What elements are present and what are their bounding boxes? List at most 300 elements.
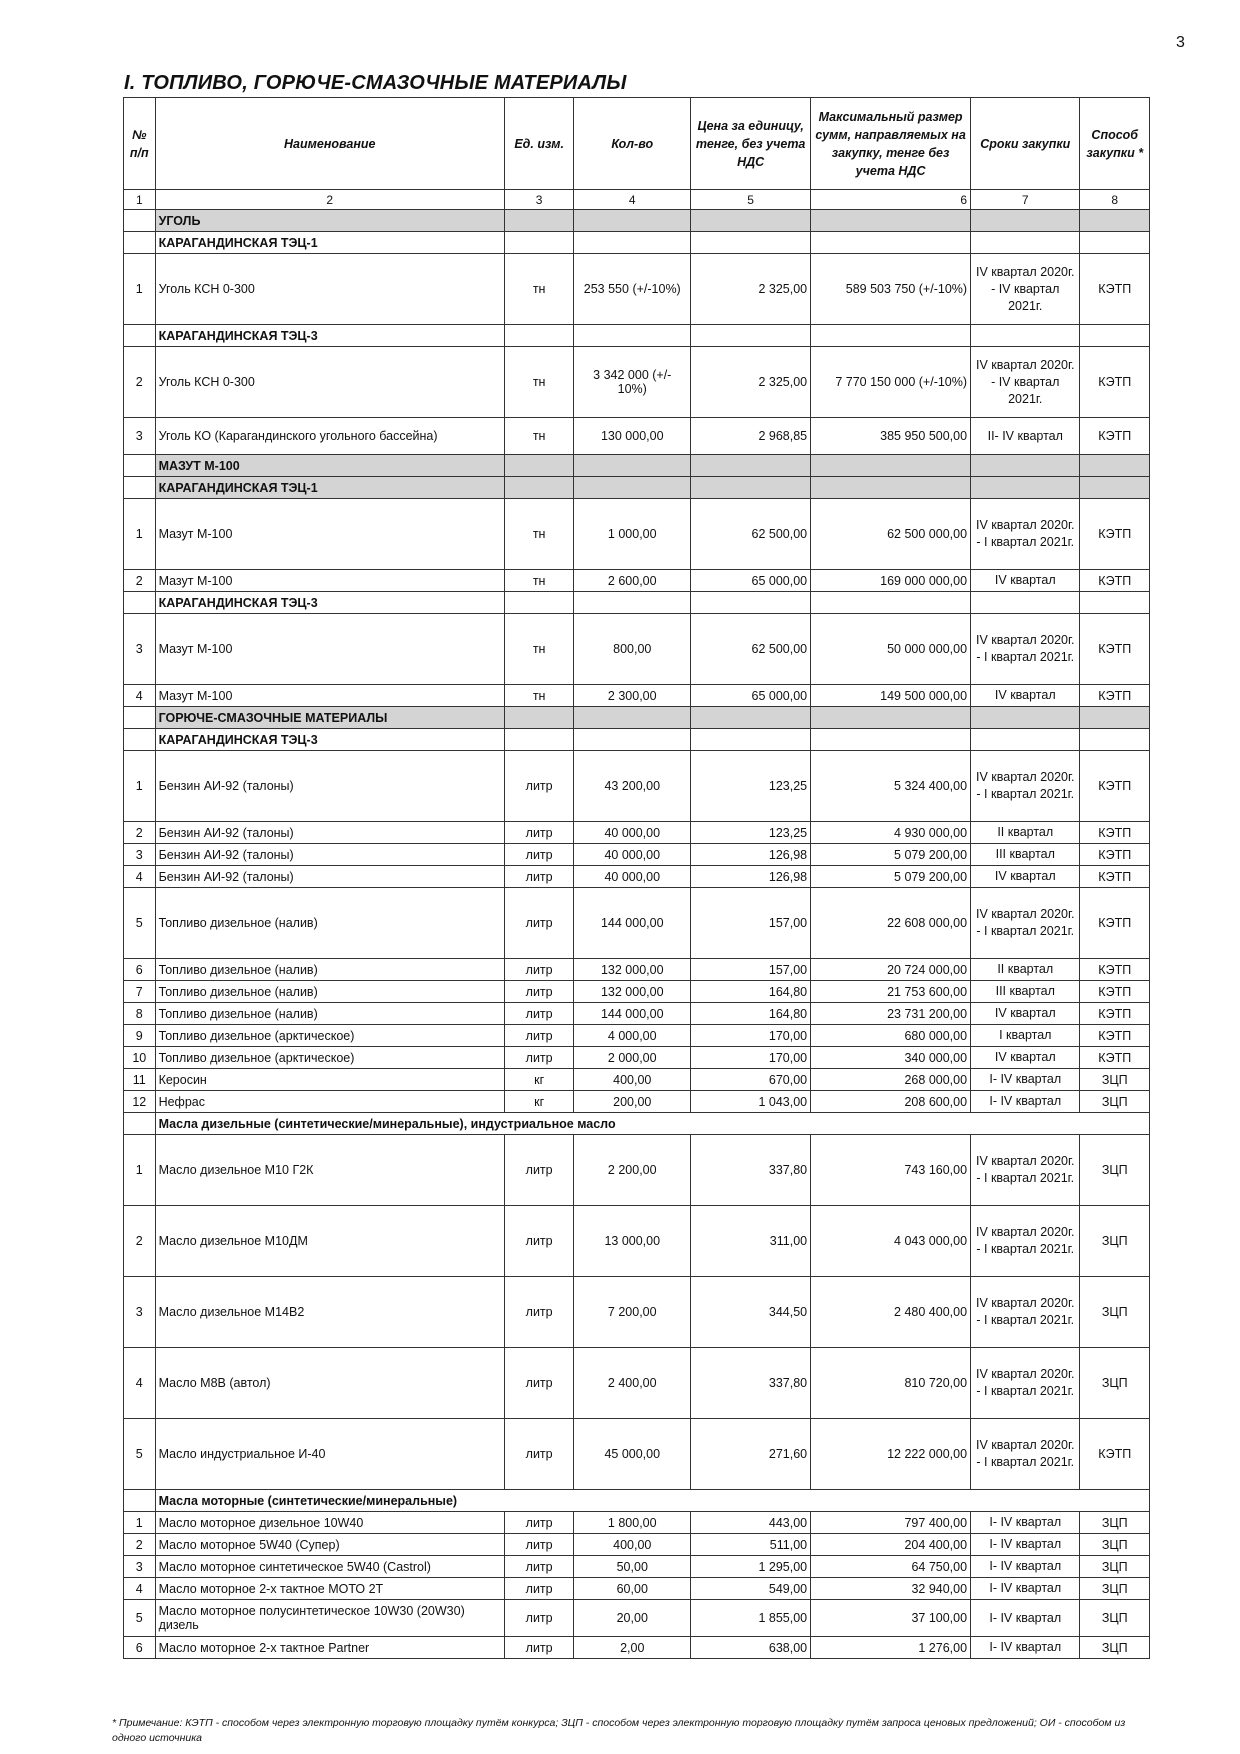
table-row: [124, 499, 1150, 570]
item-period: IV квартал: [971, 570, 1080, 592]
empty-cell: [691, 729, 811, 751]
item-unit: литр: [504, 1419, 573, 1490]
item-method: КЭТП: [1080, 347, 1150, 418]
table-row: [124, 1419, 1150, 1490]
table-row: [124, 981, 1150, 1003]
item-name: Нефрас: [155, 1091, 504, 1113]
column-number: 6: [811, 190, 971, 210]
item-name: Масло моторное полусинтетическое 10W30 (20W30) дизель: [155, 1600, 504, 1637]
item-sum: 21 753 600,00: [811, 981, 971, 1003]
empty-cell: [124, 592, 156, 614]
item-unit: литр: [504, 1277, 573, 1348]
subsection-row: [124, 592, 1150, 614]
item-price: 337,80: [691, 1135, 811, 1206]
item-period: IV квартал 2020г. - IV квартал 2021г.: [971, 347, 1080, 418]
item-sum: 149 500 000,00: [811, 685, 971, 707]
row-number: 2: [124, 1534, 156, 1556]
item-unit: литр: [504, 959, 573, 981]
column-header: Максимальный размер сумм, направляемых на закупку, тенге без учета НДС: [811, 98, 971, 190]
empty-cell: [574, 232, 691, 254]
item-quantity: 60,00: [574, 1578, 691, 1600]
row-number: 2: [124, 1206, 156, 1277]
item-sum: 7 770 150 000 (+/-10%): [811, 347, 971, 418]
item-sum: 1 276,00: [811, 1637, 971, 1659]
item-sum: 268 000,00: [811, 1069, 971, 1091]
item-sum: 589 503 750 (+/-10%): [811, 254, 971, 325]
item-price: 638,00: [691, 1637, 811, 1659]
item-name: Масло М8В (автол): [155, 1348, 504, 1419]
empty-cell: [504, 707, 573, 729]
table-row: [124, 1556, 1150, 1578]
item-period: III квартал: [971, 981, 1080, 1003]
item-quantity: 40 000,00: [574, 866, 691, 888]
item-price: 511,00: [691, 1534, 811, 1556]
item-unit: тн: [504, 418, 573, 455]
item-sum: 4 930 000,00: [811, 822, 971, 844]
item-sum: 32 940,00: [811, 1578, 971, 1600]
item-quantity: 200,00: [574, 1091, 691, 1113]
item-period: III квартал: [971, 844, 1080, 866]
item-quantity: 3 342 000 (+/- 10%): [574, 347, 691, 418]
item-name: Бензин АИ-92 (талоны): [155, 866, 504, 888]
row-number: 3: [124, 418, 156, 455]
item-sum: 169 000 000,00: [811, 570, 971, 592]
subsection-row: [124, 232, 1150, 254]
item-unit: кг: [504, 1069, 573, 1091]
item-unit: кг: [504, 1091, 573, 1113]
row-number: 2: [124, 570, 156, 592]
table-row: [124, 1069, 1150, 1091]
table-row: [124, 347, 1150, 418]
item-price: 62 500,00: [691, 614, 811, 685]
item-method: ЗЦП: [1080, 1600, 1150, 1637]
row-number: 4: [124, 685, 156, 707]
item-unit: литр: [504, 1556, 573, 1578]
empty-cell: [811, 707, 971, 729]
item-method: КЭТП: [1080, 844, 1150, 866]
section-row: [124, 707, 1150, 729]
item-unit: литр: [504, 1534, 573, 1556]
column-number: 2: [155, 190, 504, 210]
item-period: IV квартал: [971, 866, 1080, 888]
item-quantity: 1 000,00: [574, 499, 691, 570]
item-price: 344,50: [691, 1277, 811, 1348]
table-row: [124, 866, 1150, 888]
item-name: Масло индустриальное И-40: [155, 1419, 504, 1490]
item-price: 337,80: [691, 1348, 811, 1419]
empty-cell: [971, 455, 1080, 477]
column-number: 5: [691, 190, 811, 210]
item-quantity: 20,00: [574, 1600, 691, 1637]
item-quantity: 144 000,00: [574, 1003, 691, 1025]
empty-cell: [811, 592, 971, 614]
item-method: ЗЦП: [1080, 1277, 1150, 1348]
item-unit: литр: [504, 1206, 573, 1277]
table-row: [124, 822, 1150, 844]
empty-cell: [1080, 592, 1150, 614]
empty-cell: [811, 210, 971, 232]
subsection-title: КАРАГАНДИНСКАЯ ТЭЦ-3: [155, 729, 504, 751]
item-sum: 62 500 000,00: [811, 499, 971, 570]
item-method: КЭТП: [1080, 959, 1150, 981]
item-price: 65 000,00: [691, 570, 811, 592]
item-price: 126,98: [691, 844, 811, 866]
item-price: 670,00: [691, 1069, 811, 1091]
item-method: КЭТП: [1080, 822, 1150, 844]
empty-cell: [971, 325, 1080, 347]
item-method: ЗЦП: [1080, 1512, 1150, 1534]
item-name: Топливо дизельное (налив): [155, 1003, 504, 1025]
row-number: 1: [124, 254, 156, 325]
item-sum: 37 100,00: [811, 1600, 971, 1637]
page-title: I. ТОПЛИВО, ГОРЮЧЕ-СМАЗОЧНЫЕ МАТЕРИАЛЫ: [124, 72, 627, 94]
subsection-title: КАРАГАНДИНСКАЯ ТЭЦ-1: [155, 477, 504, 499]
group-row: [124, 1490, 1150, 1512]
item-period: IV квартал 2020г. - I квартал 2021г.: [971, 888, 1080, 959]
item-quantity: 2 400,00: [574, 1348, 691, 1419]
table-row: [124, 570, 1150, 592]
item-method: ЗЦП: [1080, 1091, 1150, 1113]
item-sum: 4 043 000,00: [811, 1206, 971, 1277]
empty-cell: [811, 477, 971, 499]
item-name: Масло моторное 2-х тактное Partner: [155, 1637, 504, 1659]
table-row: [124, 1348, 1150, 1419]
item-quantity: 40 000,00: [574, 844, 691, 866]
item-unit: литр: [504, 866, 573, 888]
empty-cell: [124, 729, 156, 751]
item-quantity: 2 600,00: [574, 570, 691, 592]
row-number: 3: [124, 1277, 156, 1348]
item-sum: 5 079 200,00: [811, 844, 971, 866]
subsection-row: [124, 325, 1150, 347]
item-name: Мазут М-100: [155, 570, 504, 592]
row-number: 1: [124, 751, 156, 822]
item-method: КЭТП: [1080, 1003, 1150, 1025]
empty-cell: [124, 325, 156, 347]
table-row: [124, 1025, 1150, 1047]
empty-cell: [1080, 232, 1150, 254]
empty-cell: [811, 455, 971, 477]
empty-cell: [691, 707, 811, 729]
item-quantity: 132 000,00: [574, 959, 691, 981]
item-name: Бензин АИ-92 (талоны): [155, 822, 504, 844]
item-period: I- IV квартал: [971, 1069, 1080, 1091]
row-number: 9: [124, 1025, 156, 1047]
table-row: [124, 1600, 1150, 1637]
empty-cell: [504, 729, 573, 751]
table-row: [124, 1206, 1150, 1277]
item-sum: 810 720,00: [811, 1348, 971, 1419]
item-sum: 12 222 000,00: [811, 1419, 971, 1490]
subsection-title: КАРАГАНДИНСКАЯ ТЭЦ-3: [155, 325, 504, 347]
item-price: 1 043,00: [691, 1091, 811, 1113]
item-price: 2 968,85: [691, 418, 811, 455]
item-period: IV квартал 2020г. - I квартал 2021г.: [971, 1277, 1080, 1348]
item-name: Масло дизельное М14В2: [155, 1277, 504, 1348]
empty-cell: [1080, 477, 1150, 499]
item-price: 126,98: [691, 866, 811, 888]
table-row: [124, 751, 1150, 822]
item-period: IV квартал 2020г. - I квартал 2021г.: [971, 1419, 1080, 1490]
item-sum: 50 000 000,00: [811, 614, 971, 685]
item-sum: 5 324 400,00: [811, 751, 971, 822]
item-unit: литр: [504, 822, 573, 844]
item-sum: 20 724 000,00: [811, 959, 971, 981]
empty-cell: [504, 477, 573, 499]
empty-cell: [1080, 729, 1150, 751]
empty-cell: [124, 1113, 156, 1135]
item-name: Уголь КСН 0-300: [155, 347, 504, 418]
row-number: 8: [124, 1003, 156, 1025]
empty-cell: [811, 232, 971, 254]
item-sum: 385 950 500,00: [811, 418, 971, 455]
table-row: [124, 614, 1150, 685]
item-price: 311,00: [691, 1206, 811, 1277]
column-header: Наименование: [155, 98, 504, 190]
table-row: [124, 1135, 1150, 1206]
row-number: 12: [124, 1091, 156, 1113]
section-row: [124, 455, 1150, 477]
empty-cell: [971, 592, 1080, 614]
table-row: [124, 1091, 1150, 1113]
item-period: I квартал: [971, 1025, 1080, 1047]
empty-cell: [124, 1490, 156, 1512]
item-price: 62 500,00: [691, 499, 811, 570]
item-method: ЗЦП: [1080, 1637, 1150, 1659]
item-name: Топливо дизельное (налив): [155, 981, 504, 1003]
table-row: [124, 685, 1150, 707]
item-sum: 64 750,00: [811, 1556, 971, 1578]
column-header: Кол-во: [574, 98, 691, 190]
item-name: Бензин АИ-92 (талоны): [155, 844, 504, 866]
table-row: [124, 1047, 1150, 1069]
item-period: II квартал: [971, 959, 1080, 981]
item-unit: литр: [504, 1637, 573, 1659]
item-method: КЭТП: [1080, 685, 1150, 707]
table-row: [124, 1277, 1150, 1348]
item-method: КЭТП: [1080, 570, 1150, 592]
item-period: IV квартал: [971, 685, 1080, 707]
item-name: Мазут М-100: [155, 499, 504, 570]
item-name: Масло моторное дизельное 10W40: [155, 1512, 504, 1534]
table-row: [124, 418, 1150, 455]
empty-cell: [124, 210, 156, 232]
empty-cell: [504, 592, 573, 614]
column-header: Ед. изм.: [504, 98, 573, 190]
section-row: [124, 210, 1150, 232]
item-sum: 680 000,00: [811, 1025, 971, 1047]
empty-cell: [124, 707, 156, 729]
table-row: [124, 1512, 1150, 1534]
section-title: УГОЛЬ: [155, 210, 504, 232]
empty-cell: [1080, 707, 1150, 729]
item-name: Бензин АИ-92 (талоны): [155, 751, 504, 822]
table-row: [124, 844, 1150, 866]
footnote: * Примечание: КЭТП - способом через электронную торговую площадку путём конкурса; ЗЦП - способом через электронную торговую площадку путём запроса ценовых предложений; ОИ - способом из одного источника: [112, 1717, 1126, 1744]
item-period: IV квартал 2020г. - IV квартал 2021г.: [971, 254, 1080, 325]
row-number: 11: [124, 1069, 156, 1091]
item-sum: 204 400,00: [811, 1534, 971, 1556]
item-price: 170,00: [691, 1025, 811, 1047]
empty-cell: [971, 210, 1080, 232]
item-unit: тн: [504, 614, 573, 685]
item-name: Топливо дизельное (налив): [155, 888, 504, 959]
item-period: IV квартал 2020г. - I квартал 2021г.: [971, 614, 1080, 685]
item-sum: 797 400,00: [811, 1512, 971, 1534]
column-header: Цена за единицу, тенге, без учета НДС: [691, 98, 811, 190]
row-number: 1: [124, 1512, 156, 1534]
column-number: 1: [124, 190, 156, 210]
item-name: Масло дизельное М10ДМ: [155, 1206, 504, 1277]
table-row: [124, 254, 1150, 325]
item-method: КЭТП: [1080, 751, 1150, 822]
item-quantity: 400,00: [574, 1534, 691, 1556]
group-title: Масла моторные (синтетические/минеральные): [155, 1490, 1149, 1512]
row-number: 5: [124, 1419, 156, 1490]
item-price: 164,80: [691, 981, 811, 1003]
item-quantity: 144 000,00: [574, 888, 691, 959]
item-name: Масло моторное синтетическое 5W40 (Castrol): [155, 1556, 504, 1578]
row-number: 4: [124, 1348, 156, 1419]
section-title: ГОРЮЧЕ-СМАЗОЧНЫЕ МАТЕРИАЛЫ: [155, 707, 504, 729]
item-method: КЭТП: [1080, 1047, 1150, 1069]
item-period: IV квартал: [971, 1047, 1080, 1069]
column-number: 8: [1080, 190, 1150, 210]
procurement-table: [123, 97, 1150, 1659]
item-period: I- IV квартал: [971, 1534, 1080, 1556]
empty-cell: [504, 455, 573, 477]
row-number: 1: [124, 499, 156, 570]
empty-cell: [1080, 325, 1150, 347]
item-sum: 22 608 000,00: [811, 888, 971, 959]
empty-cell: [971, 232, 1080, 254]
row-number: 10: [124, 1047, 156, 1069]
column-header: № п/п: [124, 98, 156, 190]
item-method: ЗЦП: [1080, 1578, 1150, 1600]
item-unit: литр: [504, 888, 573, 959]
item-quantity: 2 300,00: [574, 685, 691, 707]
table-row: [124, 1578, 1150, 1600]
item-unit: литр: [504, 1348, 573, 1419]
table-row: [124, 1637, 1150, 1659]
item-period: I- IV квартал: [971, 1637, 1080, 1659]
item-quantity: 50,00: [574, 1556, 691, 1578]
item-quantity: 130 000,00: [574, 418, 691, 455]
item-sum: 743 160,00: [811, 1135, 971, 1206]
item-method: КЭТП: [1080, 614, 1150, 685]
item-method: КЭТП: [1080, 888, 1150, 959]
item-price: 443,00: [691, 1512, 811, 1534]
item-name: Масло дизельное М10 Г2К: [155, 1135, 504, 1206]
row-number: 2: [124, 822, 156, 844]
item-period: IV квартал 2020г. - I квартал 2021г.: [971, 1348, 1080, 1419]
item-method: КЭТП: [1080, 254, 1150, 325]
item-price: 170,00: [691, 1047, 811, 1069]
subsection-title: КАРАГАНДИНСКАЯ ТЭЦ-3: [155, 592, 504, 614]
item-method: КЭТП: [1080, 1025, 1150, 1047]
empty-cell: [691, 455, 811, 477]
item-method: ЗЦП: [1080, 1069, 1150, 1091]
item-sum: 340 000,00: [811, 1047, 971, 1069]
empty-cell: [504, 325, 573, 347]
item-period: IV квартал: [971, 1003, 1080, 1025]
column-number-row: [124, 190, 1150, 210]
empty-cell: [504, 210, 573, 232]
item-quantity: 1 800,00: [574, 1512, 691, 1534]
table-row: [124, 888, 1150, 959]
item-unit: литр: [504, 1512, 573, 1534]
item-price: 164,80: [691, 1003, 811, 1025]
item-sum: 2 480 400,00: [811, 1277, 971, 1348]
item-method: КЭТП: [1080, 866, 1150, 888]
row-number: 6: [124, 1637, 156, 1659]
item-name: Топливо дизельное (арктическое): [155, 1047, 504, 1069]
item-name: Топливо дизельное (арктическое): [155, 1025, 504, 1047]
row-number: 5: [124, 888, 156, 959]
item-unit: тн: [504, 347, 573, 418]
empty-cell: [504, 232, 573, 254]
item-name: Мазут М-100: [155, 685, 504, 707]
item-unit: литр: [504, 751, 573, 822]
item-unit: литр: [504, 1003, 573, 1025]
item-method: ЗЦП: [1080, 1556, 1150, 1578]
row-number: 3: [124, 844, 156, 866]
item-unit: литр: [504, 1047, 573, 1069]
item-price: 2 325,00: [691, 254, 811, 325]
item-quantity: 800,00: [574, 614, 691, 685]
item-price: 157,00: [691, 959, 811, 981]
item-unit: литр: [504, 1600, 573, 1637]
table-row: [124, 1003, 1150, 1025]
empty-cell: [574, 707, 691, 729]
empty-cell: [574, 477, 691, 499]
item-quantity: 4 000,00: [574, 1025, 691, 1047]
item-quantity: 2 200,00: [574, 1135, 691, 1206]
item-period: II- IV квартал: [971, 418, 1080, 455]
item-period: IV квартал 2020г. - I квартал 2021г.: [971, 1206, 1080, 1277]
empty-cell: [574, 592, 691, 614]
item-price: 1 295,00: [691, 1556, 811, 1578]
empty-cell: [574, 729, 691, 751]
row-number: 4: [124, 866, 156, 888]
item-name: Мазут М-100: [155, 614, 504, 685]
empty-cell: [1080, 455, 1150, 477]
empty-cell: [811, 325, 971, 347]
subsection-title: КАРАГАНДИНСКАЯ ТЭЦ-1: [155, 232, 504, 254]
item-quantity: 132 000,00: [574, 981, 691, 1003]
table-row: [124, 959, 1150, 981]
item-period: I- IV квартал: [971, 1578, 1080, 1600]
item-sum: 208 600,00: [811, 1091, 971, 1113]
item-quantity: 7 200,00: [574, 1277, 691, 1348]
column-number: 7: [971, 190, 1080, 210]
column-header: Сроки закупки: [971, 98, 1080, 190]
item-period: II квартал: [971, 822, 1080, 844]
row-number: 5: [124, 1600, 156, 1637]
item-quantity: 400,00: [574, 1069, 691, 1091]
empty-cell: [691, 592, 811, 614]
item-unit: литр: [504, 1578, 573, 1600]
empty-cell: [691, 232, 811, 254]
empty-cell: [971, 477, 1080, 499]
item-unit: тн: [504, 685, 573, 707]
item-method: ЗЦП: [1080, 1348, 1150, 1419]
item-method: КЭТП: [1080, 981, 1150, 1003]
item-unit: тн: [504, 570, 573, 592]
item-unit: литр: [504, 1135, 573, 1206]
item-quantity: 45 000,00: [574, 1419, 691, 1490]
item-method: КЭТП: [1080, 418, 1150, 455]
